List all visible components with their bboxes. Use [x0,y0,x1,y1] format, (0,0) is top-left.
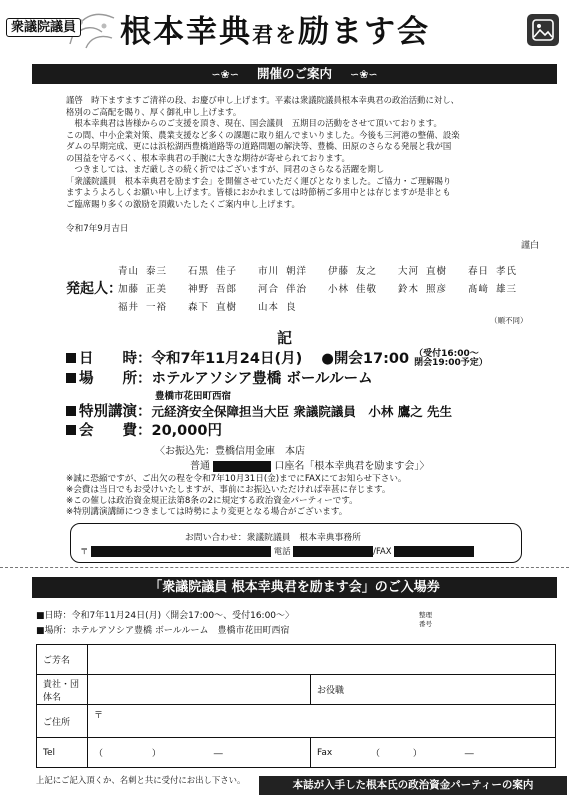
promoter-row [118,299,538,317]
notes: ※誠に恐縮ですが、ご出欠の程を令和7年10月31日(金)までにFAXにてお知らせ下さい。 ※会費は当日でもお受けいたしますが、事前にお振込いただければ幸甚に存じます。 ※この催しは政治資金規正法第8条の2に規定する政治資金パーティーです。 ※特別講演講師につきましては時勢により変更となる場合がございます。 [66,474,407,517]
ki-heading: 記 [277,329,293,347]
inquiry-contact [80,545,474,557]
redacted-address [91,546,271,557]
inquiry-title: お問い合わせ：衆議院議員 根本幸典事務所 [185,533,361,543]
ref-line-1: 整理 [419,611,432,619]
detail-date [66,350,488,368]
tel-dash: ― [213,749,223,759]
badge-representative: 衆議院議員 [6,18,81,37]
photo-caption: 本誌が入手した根本氏の政治資金パーティーの案内 [259,776,567,795]
payment-account [190,457,429,472]
promoter-name-part: 小林 [328,284,350,295]
detail-lecture [66,403,452,421]
redacted-account-number [213,461,271,472]
invitation-letter: 謹啓 時下ますますご清祥の段、お慶び申し上げます。平素は衆議院議員根本幸典君の政治活動に対し、 格別のご高配を賜り、厚く御礼申し上げます。 根本幸典君は皆様からのご支援を頂き、現在、国会議員 五期目の活動をさせて頂いております。 この間、中小企業対策、農業支援など多くの課題に取り組んでまいりました。今後も三河港の整備、設楽 ダムの早期完成、更には浜松湖西豊橋道路等の道路問題の解決等、豊橋、田原のさらなる発展と我が国 の国益を守るべく、根本幸典君の手腕に大きな期待が寄せられております。 つきましては、まだ厳しさの続く折ではございますが、同君のさらなる活躍を期し 「衆議院議員 根本幸典君を励ます会」を開催させていただく運びとなりました。ご協力・ご理解賜り ますようよろしくお願い申し上げます。皆様におかれましては時節柄ご多用中とは存じますが是非とも ご臨席賜り多くの激励を頂戴いたしたくご案内申し上げます。 [66,95,460,209]
fax-paren-open: （ [371,749,381,759]
promoter-name-part: 青山 [118,266,140,277]
open-time: ●開会17:00 [321,351,410,367]
promoter-name-part: 雄三 [496,284,518,295]
ornament-right: ∽❀∽ [350,68,378,81]
promoter-name-part: 友之 [356,266,378,277]
promoters-label: 発起人： [66,281,122,297]
inquiry-box [70,523,522,563]
title-field[interactable] [365,675,556,705]
announcement-banner [32,64,557,84]
ticket-date: ■日時：令和7年11月24日(月)〈開会17:00～、受付16:00～〉 [36,611,295,621]
event-title [120,12,430,55]
promoter-name-part: 伊藤 [328,266,350,277]
promoter-name-part: 大河 [398,266,420,277]
promoter-name-part: 森下 [188,302,210,313]
square-bullet [66,373,76,383]
promoter-row [118,281,538,299]
promoter-name-part: 泰三 [146,266,168,277]
org-field[interactable] [88,675,311,705]
lecture-label: 特別講演： [79,404,152,420]
redacted-phone [293,546,373,557]
tel-paren-close: ） [151,749,161,759]
order-note: （順不同） [490,316,528,325]
ref-line-2: 番号 [419,620,432,628]
ornament-left: ∽❀∽ [211,68,239,81]
address-label: ご住所 [37,705,88,738]
square-bullet [66,425,76,435]
title-name: 根本幸典 [120,14,252,50]
promoter-name-part: 直樹 [216,302,238,313]
date-label: 日 時： [79,351,152,367]
image-placeholder-icon [527,14,559,46]
lecture-value: 元経済安全保障担当大臣 衆議院議員 小林 鷹之 先生 [151,404,453,419]
promoter-name-part: 石黒 [188,266,210,277]
promoter-name-part: 山本 [258,302,280,313]
address-field[interactable] [88,705,556,738]
inquiry-tel-label: 電話 [273,546,291,556]
promoter-name-part: 福井 [118,302,140,313]
detail-fee [66,422,222,440]
fax-field[interactable] [365,738,556,768]
account-type: 普通 [190,461,210,472]
banner-title: 開催のご案内 [256,66,332,81]
square-bullet [66,353,76,363]
registration-form [36,644,556,768]
address-postal-mark: 〒 [94,711,104,721]
venue-address: 豊橋市花田町西宿 [155,391,232,402]
tel-field[interactable] [88,738,311,768]
redacted-fax [394,546,474,557]
square-bullet [66,406,76,416]
promoter-name-part: 良 [286,302,297,313]
promoter-name-part: 加藤 [118,284,140,295]
fax-label: Fax [311,738,366,768]
promoter-name-part: 孝氏 [496,266,518,277]
reception-line-1: （受付16:00～ [414,349,479,359]
name-label: ご芳名 [37,645,88,675]
org-label: 貴社・団体名 [37,675,88,705]
promoter-row [118,263,538,281]
promoter-name-part: 佳敬 [356,284,378,295]
title-label: お役職 [311,675,366,705]
tel-paren-open: （ [94,749,104,759]
promoter-name-part: 正美 [146,284,168,295]
ticket-banner: 「衆議院議員 根本幸典君を励ます会」のご入場券 [32,577,557,598]
letter-closing: 謹白 [520,241,539,251]
tel-label: Tel [37,738,88,768]
payment-bank: 〈お振込先：豊橋信用金庫 本店 [155,446,305,457]
title-rest: 励ます会 [298,14,430,50]
promoters-list [118,263,538,317]
reception-line-2: 閉会19:00予定） [414,358,488,368]
promoter-name-part: 市川 [258,266,280,277]
footer-note: 上記にご記入頂くか、名刺と共に受付にお出し下さい。 [36,775,246,785]
ticket-venue: ■場所：ホテルアソシア豊橋 ボールルーム 豊橋市花田町西宿 [36,626,290,636]
cut-line [0,567,569,568]
promoter-name-part: 春日 [468,266,490,277]
inquiry-fax-label: /FAX [373,546,392,556]
promoter-name-part: 髙﨑 [468,284,490,295]
promoter-name-part: 鈴木 [398,284,420,295]
promoter-name-part: 吾郎 [216,284,238,295]
promoter-name-part: 照彦 [426,284,448,295]
venue-value: ホテルアソシア豊橋 ボールルーム [151,371,373,387]
promoter-name-part: 佳子 [216,266,238,277]
promoter-name-part: 一裕 [146,302,168,313]
promoter-name-part: 直樹 [426,266,448,277]
promoter-name-part: 伴治 [286,284,308,295]
detail-venue [66,370,373,388]
fax-paren-close: ） [412,749,422,759]
inquiry-postal: 〒 [80,546,89,556]
promoter-name-part: 河合 [258,284,280,295]
promoter-name-part: 神野 [188,284,210,295]
promoter-name-part: 朝洋 [286,266,308,277]
fee-value: 20,000円 [151,423,222,439]
name-field[interactable] [88,645,556,675]
letter-date: 令和7年9月吉日 [66,224,129,234]
title-kun: 君を [252,23,298,47]
venue-label: 場 所： [79,371,152,387]
date-value: 令和7年11月24日(月) [151,351,303,367]
reference-number-label [419,611,432,629]
reception-note [414,350,488,368]
account-name: 口座名「根本幸典君を励ます会」〉 [274,461,430,472]
fee-label: 会 費： [79,423,152,439]
fax-dash: ― [464,749,474,759]
